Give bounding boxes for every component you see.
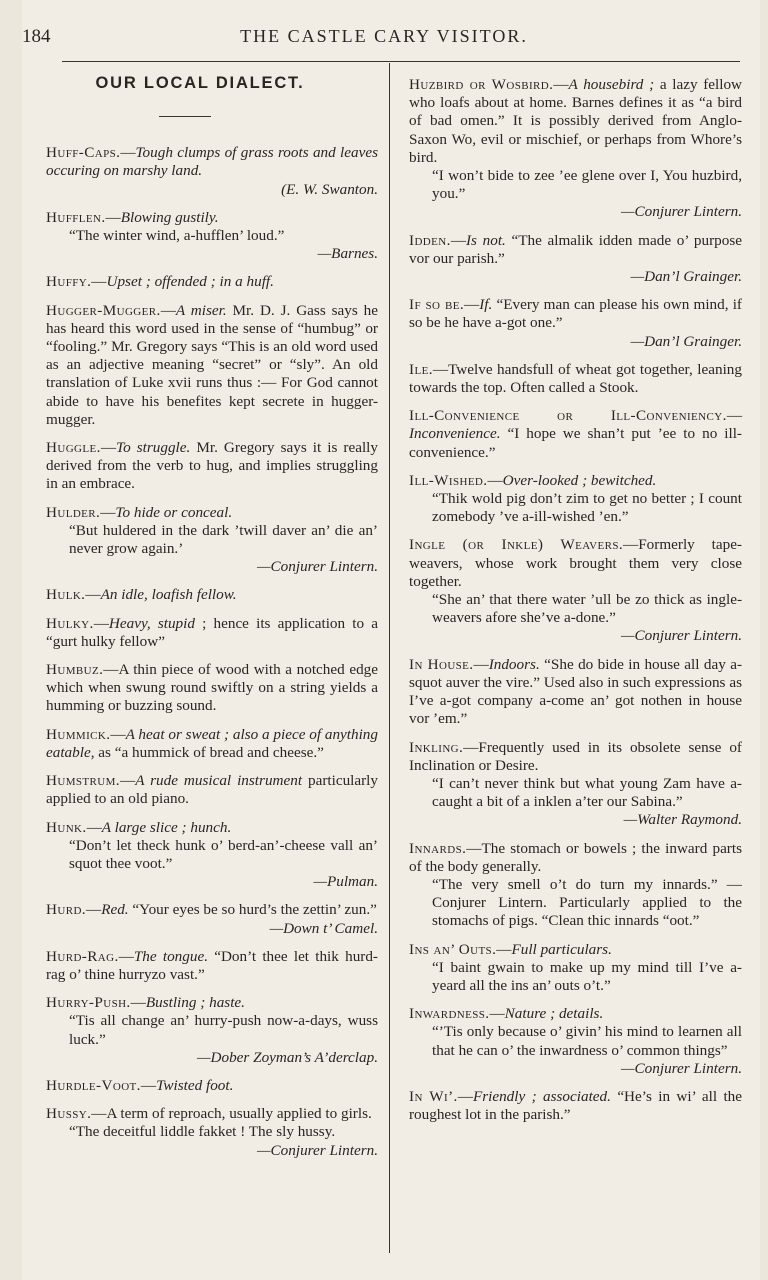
entry-line: Hurd-Rag.—The tongue. “Don’t thee let thik hurd-rag o’ thine hurryzo vast.” (46, 947, 378, 983)
entry-line: Inkling.—Frequently used in its obsolete sense of Inclination or Desire. (409, 738, 742, 774)
entry-text: “He’s in wi’ all the roughest lot in the parish.” (409, 1087, 743, 1124)
attribution: —Barnes. (317, 245, 378, 263)
entry-line: If so be.—If. “Every man can please his own mind, if so be he have a-got one.” (409, 296, 742, 332)
entry-text: “She do bide in house all day a-squot auver the vire.” Used also in such expressions as I’ve a-got company a-come an’ got nothen in house vor ’em.” (409, 655, 742, 728)
dictionary-entry (46, 994, 378, 1067)
headword: Ile. (409, 360, 433, 378)
dictionary-entry (409, 1005, 742, 1078)
dialect-quote: “She an’ that there water ’ull be zo thick as ingle-weavers afore she’ve a-done.” (432, 591, 742, 627)
definition: A heat or sweat ; also a piece of anything eatable, (46, 725, 378, 761)
entry-text: “Don’t thee let thik hurd-rag o’ thine hurryzo vast.” (46, 947, 378, 983)
section-title: OUR LOCAL DIALECT. (95, 74, 305, 92)
headword: In Wi’. (409, 1087, 458, 1105)
dialect-quote: “I won’t bide to zee ’ee glene over I, You huzbird, you.” (432, 167, 742, 203)
entry-line: Innards.—The stomach or bowels ; the inward parts of the body generally. (409, 839, 742, 875)
entry-text: as “a hummick of bread and cheese.” (98, 743, 324, 761)
attribution: —Conjurer Lintern. (621, 203, 742, 221)
entry-line: Hulk.—An idle, loafish fellow. (46, 586, 237, 604)
entry-line: In Wi’.—Friendly ; associated. “He’s in wi’ all the roughest lot in the parish.” (409, 1087, 743, 1124)
entry-text: Formerly tape-weavers, whose work brought them very close together. (409, 536, 742, 590)
definition: A large slice ; hunch. (101, 818, 232, 836)
entry-text: “I hope we shan’t put ’ee to no ill-convenience.” (409, 425, 742, 461)
definition: Heavy, stupid (108, 614, 195, 632)
dictionary-entry (409, 361, 742, 397)
headword: Ingle (or Inkle) Weavers. (409, 536, 624, 554)
entry-line: Idden.—Is not. “The almalik idden made o’ purpose vor our parish.” (409, 231, 743, 267)
definition: Red. (101, 901, 129, 919)
entry-line: Ill-Convenience or Ill-Conveniency.—Inconvenience. “I hope we shan’t put ’ee to no ill-convenience.” (409, 407, 742, 461)
headword: Inkling. (409, 738, 464, 756)
entry-text: “The almalik idden made o’ purpose vor our parish.” (409, 231, 743, 267)
dialect-quote: “Thik wold pig don’t zim to get no better ; I count zomebody ’ve a-ill-wished ’en.” (432, 490, 742, 526)
entry-line: In House.—Indoors. “She do bide in house all day a-squot auver the vire.” Used also in such expressions as I’ve a-got company a-come an’ got nothen in house vor ’em.” (409, 655, 742, 728)
title-rule (159, 116, 211, 117)
attribution: —Down t’ Camel. (269, 919, 378, 937)
entry-text: Mr. Gregory says it is really derived from the verb to hug, and implies struggling in an embrace. (46, 439, 378, 493)
definition: Blowing gustily. (120, 208, 219, 226)
entry-text: A thin piece of wood with a notched edge which when swung round swiftly on a string yields a humming or buzzing sound. (46, 661, 378, 715)
attribution: —Dan’l Grainger. (630, 268, 742, 286)
entry-line: Ill-Wished.—Over-looked ; bewitched. (409, 471, 657, 489)
attribution: —Dan’l Grainger. (630, 332, 742, 350)
headword: Huffy. (46, 273, 92, 291)
headword: Hurd-Rag. (46, 947, 119, 965)
headword: Huggle. (46, 439, 101, 457)
headword: Inwardness. (409, 1005, 490, 1023)
dictionary-entry (46, 726, 378, 762)
headword: Ill-Wished. (409, 471, 488, 489)
dictionary-entry (409, 941, 742, 996)
attribution: —Dober Zoyman’s A’derclap. (197, 1048, 378, 1066)
entry-text: ; hence its application to a “gurt hulky fellow” (46, 614, 378, 650)
dialect-quote: “Don’t let theck hunk o’ berd-an’-cheese vall an’ squot thee voot.” (69, 836, 378, 872)
entry-line: Hurdle-Voot.—Twisted foot. (46, 1076, 234, 1094)
entry-line: Humstrum.—A rude musical instrument particularly applied to an old piano. (46, 772, 378, 808)
entry-text: “Your eyes be so hurd’s the zettin’ zun.” (132, 901, 377, 919)
entry-line: Ingle (or Inkle) Weavers.—Formerly tape-weavers, whose work brought them very close together. (409, 536, 742, 590)
headword: Hurry-Push. (46, 994, 131, 1012)
dialect-quote: “The deceitful liddle fakket ! The sly hussy. (69, 1123, 336, 1141)
dictionary-entry (409, 840, 742, 931)
definition: Twisted foot. (156, 1076, 234, 1094)
headword: Ins an’ Outs. (409, 940, 497, 958)
dictionary-entry (409, 407, 742, 462)
entry-line: Hunk.—A large slice ; hunch. (46, 818, 232, 836)
header-rule (62, 61, 740, 62)
dictionary-entry (409, 232, 742, 287)
dictionary-entry (409, 739, 742, 830)
dictionary-entry (46, 1077, 378, 1095)
headword: Hufflen. (46, 208, 106, 226)
definition: Over-looked ; bewitched. (502, 471, 657, 489)
entry-line: Inwardness.—Nature ; details. (409, 1005, 604, 1023)
dictionary-entry (46, 615, 378, 651)
dictionary-entry (46, 273, 378, 291)
entry-text: particularly applied to an old piano. (46, 772, 378, 808)
headword: Hugger-Mugger. (46, 301, 161, 319)
dialect-quote: “Tis all change an’ hurry-push now-a-days, wuss luck.” (69, 1012, 378, 1048)
headword: Hurd. (46, 901, 86, 919)
definition: Bustling ; haste. (145, 994, 245, 1012)
definition: If. (479, 296, 493, 314)
dialect-quote: “But huldered in the dark ’twill daver an’ die an’ never grow again.’ (69, 521, 378, 558)
entry-text: a lazy fellow who loafs about at home. Barnes defines it as “a bird of bad omen.” It is possibly derived from Anglo-Saxon Wo, evil or mischief, or perhaps from Whore’s bird. (409, 76, 743, 166)
right-column (409, 66, 742, 1124)
attribution: —Conjurer Lintern. (257, 1141, 378, 1159)
left-column (46, 66, 378, 1160)
definition: The tongue. (133, 947, 208, 965)
entry-line: Huffy.—Upset ; offended ; in a huff. (46, 273, 274, 291)
dialect-quote: “I baint gwain to make up my mind till I’ve a-yeard all the ins an’ outs o’t.” (432, 958, 742, 994)
dictionary-entry (409, 76, 742, 222)
attribution: —Conjurer Lintern. (621, 1059, 742, 1077)
dictionary-entry (46, 586, 378, 604)
dictionary-entry (409, 296, 742, 351)
dialect-quote: “The winter wind, a-hufflen’ loud.” (69, 227, 285, 245)
dictionary-entry (409, 1088, 742, 1124)
definition: A rude musical instrument (135, 772, 303, 790)
definition: Inconvenience. (409, 425, 501, 443)
headword: Hurdle-Voot. (46, 1076, 141, 1094)
entry-line: Huff-Caps.—Tough clumps of grass roots and leaves occuring on marshy land. (46, 144, 378, 180)
dictionary-entry (46, 819, 378, 892)
definition: An idle, loafish fellow. (100, 586, 237, 604)
headword: Humstrum. (46, 772, 120, 790)
entry-line: Ins an’ Outs.—Full particulars. (409, 940, 612, 958)
entry-line: Hurd.—Red. “Your eyes be so hurd’s the zettin’ zun.” (46, 901, 377, 919)
definition: Indoors. (488, 655, 540, 673)
dictionary-entry (409, 656, 742, 729)
entry-line: Huggle.—To struggle. Mr. Gregory says it is really derived from the verb to hug, and implies struggling in an embrace. (46, 439, 378, 493)
entry-text: Mr. D. J. Gass says he has heard this word used in the sense of “humbug” or “fooling.” Mr. Gregory says “This is an old word used as an adjective meaning “secret” or “sly”. An old translation of Luke xvii runs thus :— For God cannot abide to have his benefites kept secrete in hugger-mugger. (46, 301, 379, 428)
dialect-quote: “I can’t never think but what young Zam have a-caught a bit of a inklen a’ter our Sabina.” (432, 774, 742, 811)
headword: Ill-Convenience or Ill-Conveniency. (409, 407, 727, 425)
attribution: (E. W. Swanton. (281, 180, 378, 198)
right-entries (409, 76, 742, 1124)
entry-line: Ile.—Twelve handsfull of wheat got together, leaning towards the top. Often called a Stook. (409, 360, 742, 397)
attribution: —Pulman. (313, 873, 378, 891)
dictionary-entry (409, 472, 742, 527)
entry-text: “Every man can please his own mind, if so be he have a-got one.” (409, 296, 742, 332)
definition: Is not. (466, 231, 506, 249)
dictionary-entry (46, 661, 378, 716)
definition: Upset ; offended ; in a huff. (106, 273, 274, 291)
entry-line: Hussy.—A term of reproach, usually applied to girls. (46, 1105, 372, 1123)
entry-text: Frequently used in its obsolete sense of Inclination or Desire. (409, 738, 742, 774)
dictionary-entry (409, 536, 742, 645)
headword: Hummick. (46, 725, 111, 743)
entry-line: Hurry-Push.—Bustling ; haste. (46, 994, 245, 1012)
headword: Hulky. (46, 614, 94, 632)
entry-line: Hugger-Mugger.—A miser. Mr. D. J. Gass says he has heard this word used in the sense of “humbug” or “fooling.” Mr. Gregory says “This is an old word used as an adjective meaning “secret” or “sly”. An old translation of Luke xvii runs thus :— For God cannot abide to have his benefites kept secrete in hugger-mugger. (46, 301, 379, 428)
running-title: THE CASTLE CARY VISITOR. (240, 26, 528, 46)
dictionary-entry (46, 209, 378, 264)
entry-line: Humbuz.—A thin piece of wood with a notched edge which when swung round swiftly on a string yields a humming or buzzing sound. (46, 661, 378, 715)
entry-line: Hufflen.—Blowing gustily. (46, 208, 219, 226)
definition: To hide or conceal. (115, 503, 233, 521)
dictionary-entry (46, 302, 378, 429)
entry-line: Huzbird or Wosbird.—A housebird ; a lazy fellow who loafs about at home. Barnes defines it as “a bird of bad omen.” It is possibly derived from Anglo-Saxon Wo, evil or mischief, or perhaps from Whore’s bird. (409, 76, 743, 166)
definition: Tough clumps of grass roots and leaves occuring on marshy land. (46, 144, 378, 180)
headword: Hunk. (46, 818, 87, 836)
attribution: —Conjurer Lintern. (621, 627, 742, 645)
dialect-quote: “’Tis only because o’ givin’ his mind to learnen all that he can o’ the inwardness o’ common things” (432, 1023, 742, 1059)
entry-line: Hummick.—A heat or sweat ; also a piece of anything eatable, as “a hummick of bread and cheese.” (46, 725, 378, 761)
headword: Huff-Caps. (46, 144, 121, 162)
headword: Humbuz. (46, 661, 104, 679)
entry-text: The stomach or bowels ; the inward parts of the body generally. (409, 839, 742, 875)
headword: Idden. (409, 231, 451, 249)
definition: Nature ; details. (504, 1005, 604, 1023)
headword: Hussy. (46, 1105, 92, 1123)
entry-line: Hulder.—To hide or conceal. (46, 503, 233, 521)
entry-text: A term of reproach, usually applied to girls. (106, 1105, 372, 1123)
dictionary-entry (46, 772, 378, 808)
entry-line: Hulky.—Heavy, stupid ; hence its application to a “gurt hulky fellow” (46, 614, 378, 650)
dictionary-entry (46, 504, 378, 577)
definition: Full particulars. (511, 940, 612, 958)
column-divider (389, 63, 390, 1253)
definition: A housebird ; (568, 76, 655, 93)
entry-text: Twelve handsfull of wheat got together, leaning towards the top. Often called a Stook. (409, 360, 742, 397)
dictionary-entry (46, 1105, 378, 1160)
headword: If so be. (409, 296, 465, 314)
definition: A miser. (175, 301, 227, 319)
attribution: —Conjurer Lintern. (257, 558, 378, 576)
page-number: 184 (22, 26, 51, 47)
dialect-quote: “The very smell o’t do turn my innards.” —Conjurer Lintern. Particularly applied to the stomachs of pigs. “Clean thic innards “oot.” (432, 875, 742, 930)
dictionary-entry (46, 439, 378, 494)
dictionary-entry (46, 948, 378, 984)
definition: Friendly ; associated. (472, 1087, 611, 1105)
headword: Innards. (409, 839, 467, 857)
headword: Hulder. (46, 503, 101, 521)
headword: In House. (409, 655, 474, 673)
left-entries (46, 144, 378, 1160)
attribution: —Walter Raymond. (623, 811, 742, 829)
dictionary-entry (46, 144, 378, 199)
dictionary-entry (46, 901, 378, 937)
definition: To struggle. (116, 439, 191, 457)
headword: Hulk. (46, 586, 86, 604)
headword: Huzbird or Wosbird. (409, 76, 554, 93)
